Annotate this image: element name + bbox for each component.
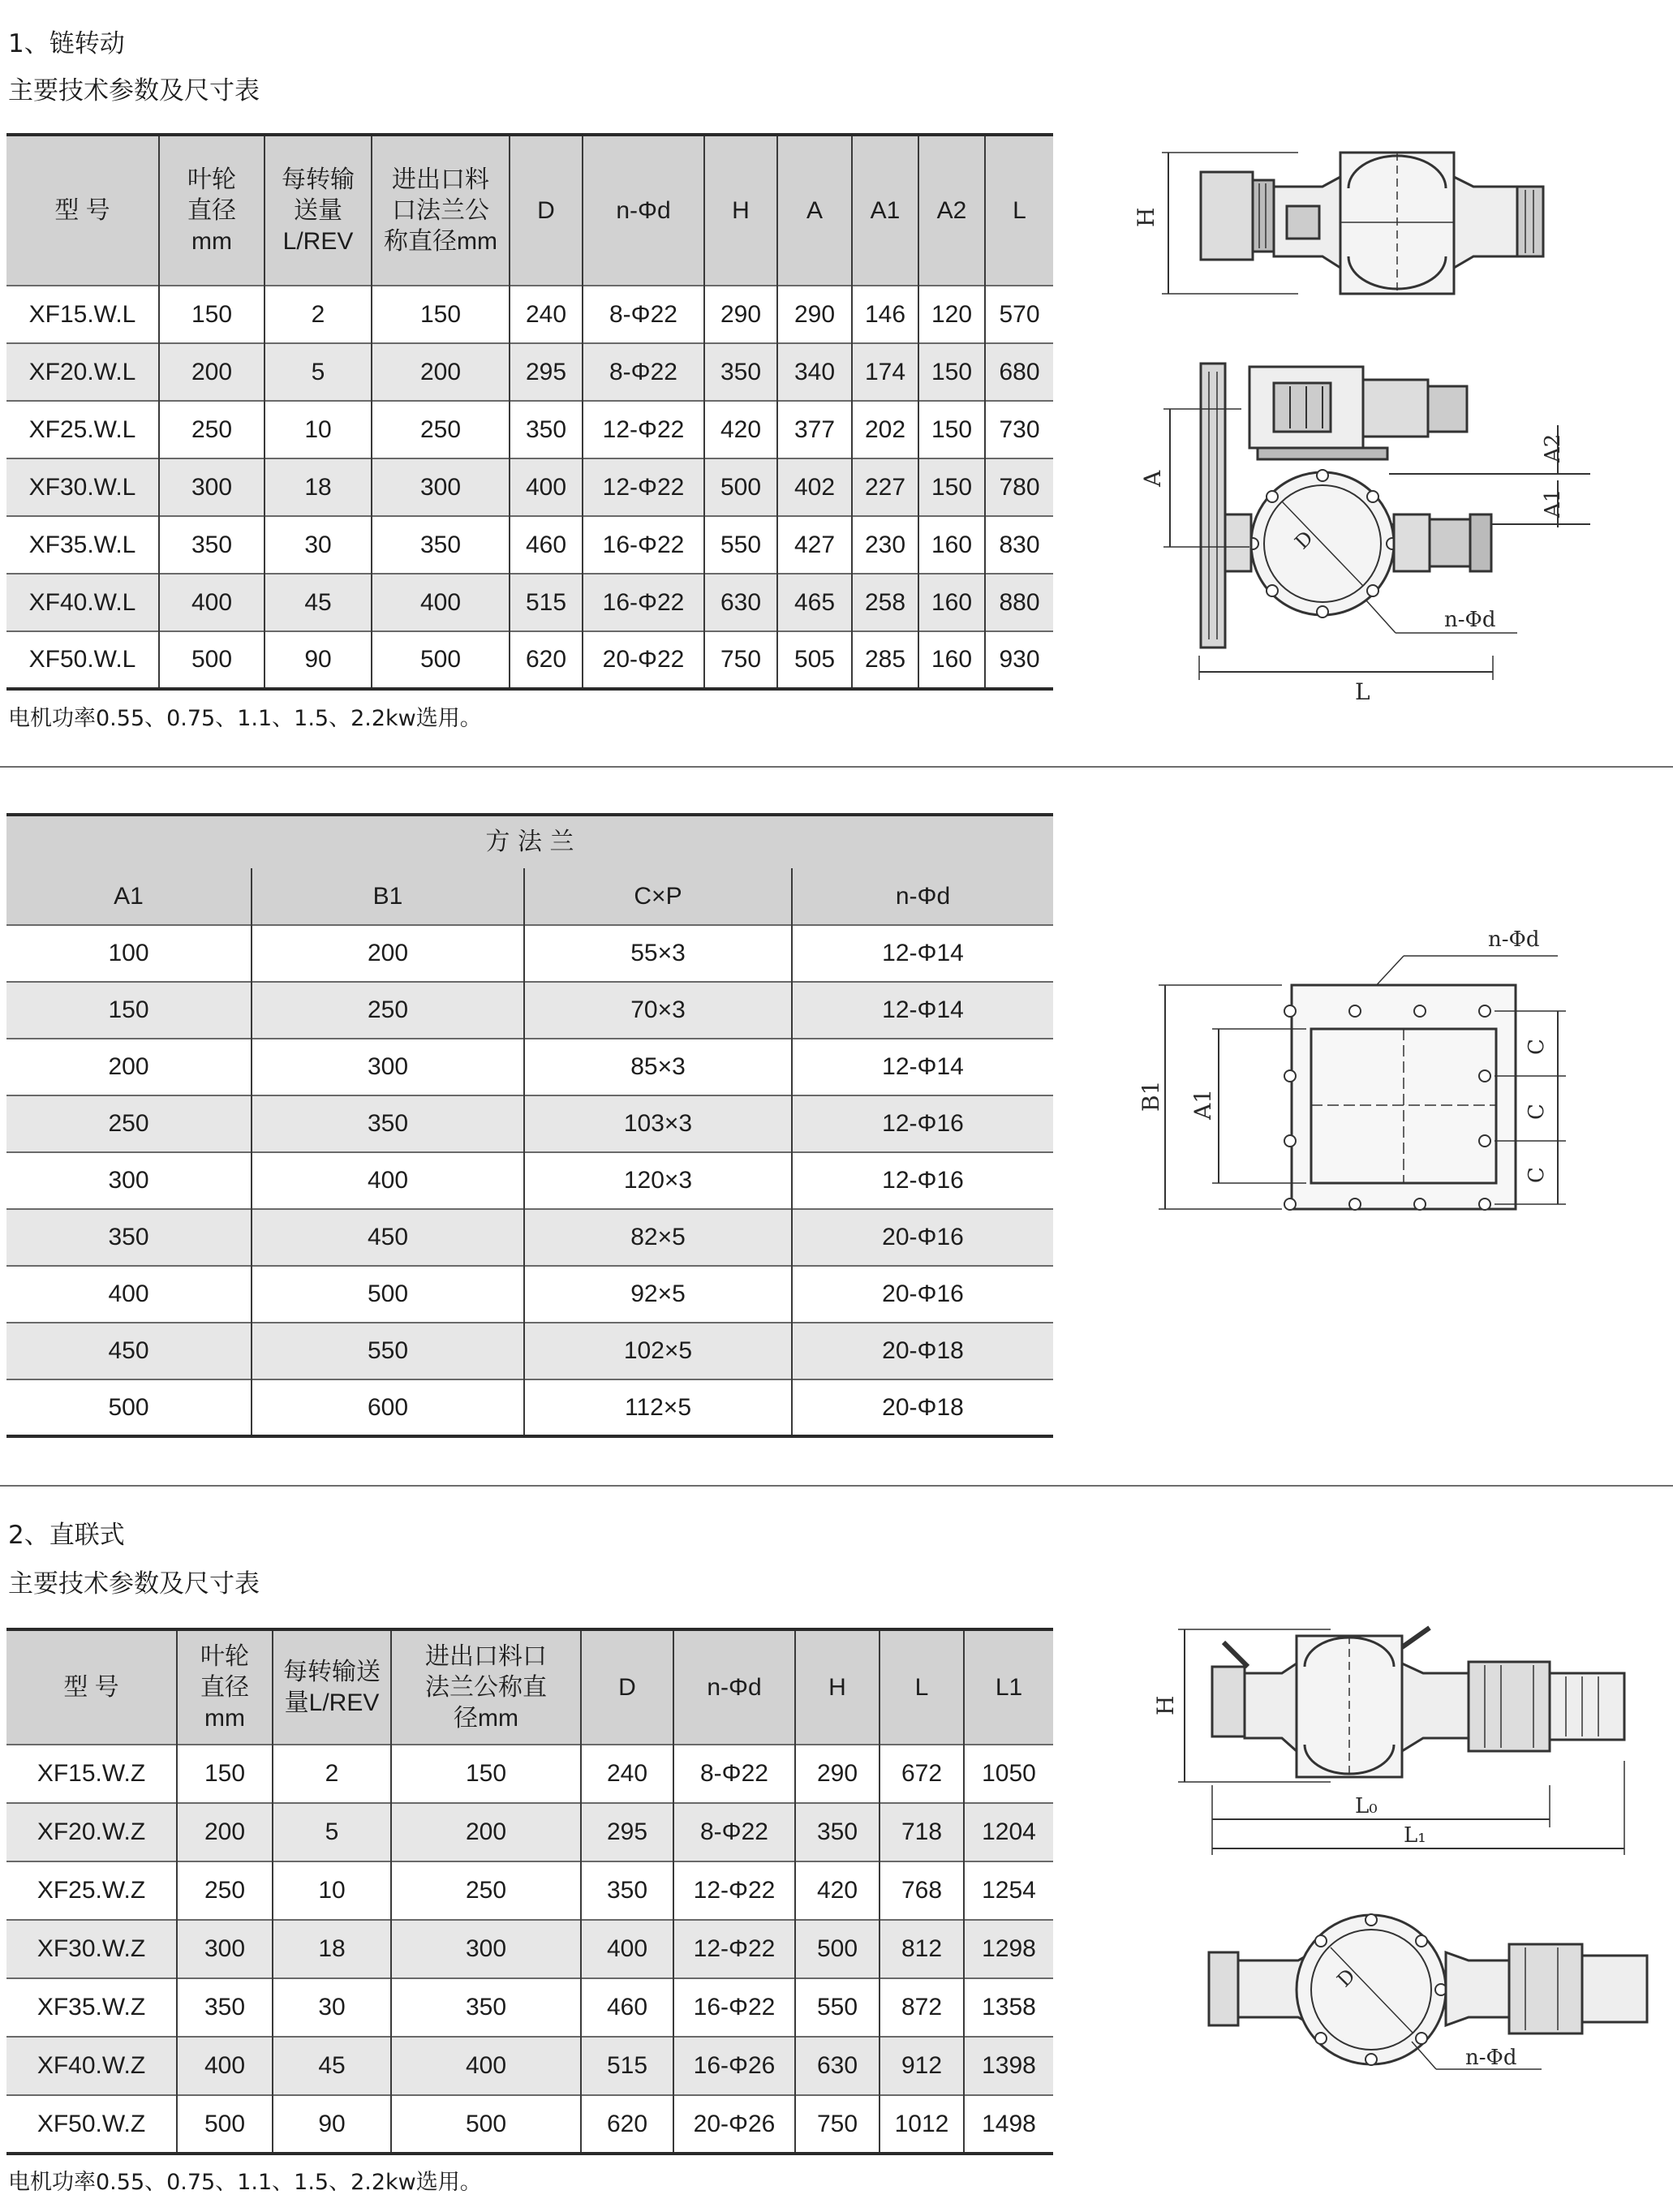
table-cell: 400 [177, 2037, 273, 2095]
table-cell: 200 [372, 343, 510, 401]
table-cell: 250 [159, 401, 264, 458]
table-cell: 250 [6, 1095, 252, 1152]
table-cell: 350 [391, 1978, 581, 2037]
table-cell: 200 [159, 343, 264, 401]
table-cell: 1012 [880, 2095, 964, 2154]
table-cell: 830 [985, 516, 1053, 574]
table-cell: 350 [795, 1803, 880, 1861]
table-row [6, 1323, 1053, 1379]
table-cell: 200 [391, 1803, 581, 1861]
table-cell: XF35.W.Z [6, 1978, 177, 2037]
table-cell: XF50.W.Z [6, 2095, 177, 2154]
table-cell: 768 [880, 1861, 964, 1920]
table-cell: 750 [795, 2095, 880, 2154]
table-cell: 250 [391, 1861, 581, 1920]
table-row [6, 631, 1053, 689]
table-cell: XF40.W.L [6, 574, 159, 631]
table-row [6, 1379, 1053, 1436]
table-cell: 500 [372, 631, 510, 689]
table-cell: 200 [6, 1039, 252, 1095]
column-header: 型 号 [6, 1629, 177, 1745]
table-cell: 150 [918, 343, 985, 401]
table-cell: 18 [273, 1920, 391, 1978]
column-header: n-Φd [792, 868, 1053, 925]
table-cell: 250 [372, 401, 510, 458]
square-flange-drawing [1120, 920, 1574, 1245]
table-cell: 350 [159, 516, 264, 574]
section1-title: 1、链转动 [8, 29, 125, 58]
column-header: D [510, 135, 583, 286]
table-cell: 150 [6, 982, 252, 1039]
table-cell: 45 [264, 574, 372, 631]
direct-drive-top-view-drawing [1201, 1907, 1655, 2094]
table-cell: 16-Φ26 [673, 2037, 795, 2095]
table-cell: 1254 [964, 1861, 1053, 1920]
table-cell: 250 [252, 982, 524, 1039]
chain-drive-spec-table [6, 133, 1053, 691]
table-row [6, 925, 1053, 982]
section2-title: 2、直联式 [8, 1521, 125, 1550]
table-row [6, 1803, 1053, 1861]
table-cell: 550 [704, 516, 777, 574]
column-header: H [795, 1629, 880, 1745]
dimension-label-n-phi-d: n-Φd [1488, 927, 1540, 952]
table-cell: 8-Φ22 [583, 343, 704, 401]
dimension-label-h: H [1152, 1695, 1179, 1715]
chain-drive-side-view-drawing [1136, 347, 1606, 712]
table-cell: 92×5 [524, 1266, 792, 1323]
column-header: 每转输 送量 L/REV [264, 135, 372, 286]
table-cell: 515 [581, 2037, 673, 2095]
table-cell: 102×5 [524, 1323, 792, 1379]
table-cell: 258 [852, 574, 918, 631]
table-cell: 120 [918, 286, 985, 343]
table-cell: 12-Φ14 [792, 1039, 1053, 1095]
table-cell: 8-Φ22 [673, 1803, 795, 1861]
table-cell: 450 [6, 1323, 252, 1379]
table-cell: 420 [704, 401, 777, 458]
table-cell: 12-Φ14 [792, 925, 1053, 982]
section-divider [0, 1485, 1673, 1487]
column-header: B1 [252, 868, 524, 925]
table-header-row [6, 868, 1053, 925]
table-cell: 20-Φ16 [792, 1209, 1053, 1266]
table-cell: 750 [704, 631, 777, 689]
table-cell: 880 [985, 574, 1053, 631]
table-cell: XF15.W.Z [6, 1745, 177, 1803]
table-cell: 505 [777, 631, 852, 689]
table-cell: 300 [159, 458, 264, 516]
table-cell: 350 [704, 343, 777, 401]
column-header: A2 [918, 135, 985, 286]
table-cell: 1498 [964, 2095, 1053, 2154]
table-cell: 680 [985, 343, 1053, 401]
table-cell: 1398 [964, 2037, 1053, 2095]
section-divider [0, 766, 1673, 768]
column-header: L1 [964, 1629, 1053, 1745]
table-row [6, 1039, 1053, 1095]
table-cell: 550 [252, 1323, 524, 1379]
table-cell: XF40.W.Z [6, 2037, 177, 2095]
table-cell: 600 [252, 1379, 524, 1436]
table-cell: 350 [6, 1209, 252, 1266]
table-cell: 16-Φ22 [583, 574, 704, 631]
column-header: H [704, 135, 777, 286]
table-cell: 400 [510, 458, 583, 516]
table-cell: XF30.W.L [6, 458, 159, 516]
section2-subtitle: 主要技术参数及尺寸表 [8, 1569, 260, 1599]
table-cell: 12-Φ22 [673, 1920, 795, 1978]
table-cell: 460 [510, 516, 583, 574]
table-cell: XF50.W.L [6, 631, 159, 689]
dimension-label-h: H [1133, 207, 1159, 227]
table-cell: 1050 [964, 1745, 1053, 1803]
column-header: 叶轮 直径 mm [177, 1629, 273, 1745]
dimension-label-l: L [1355, 678, 1370, 705]
table-cell: 112×5 [524, 1379, 792, 1436]
table-cell: 2 [264, 286, 372, 343]
table-cell: 20-Φ18 [792, 1323, 1053, 1379]
table-cell: 500 [159, 631, 264, 689]
table-cell: 930 [985, 631, 1053, 689]
table-cell: XF25.W.L [6, 401, 159, 458]
table-cell: 16-Φ22 [673, 1978, 795, 2037]
table-cell: 500 [6, 1379, 252, 1436]
table-cell: 295 [581, 1803, 673, 1861]
table-cell: 20-Φ16 [792, 1266, 1053, 1323]
table-row [6, 1152, 1053, 1209]
section2-motor-note: 电机功率0.55、0.75、1.1、1.5、2.2kw选用。 [8, 2170, 482, 2195]
square-flange-table [6, 813, 1053, 1438]
flange-table-title: 方 法 兰 [6, 815, 1053, 868]
table-cell: 103×3 [524, 1095, 792, 1152]
table-row [6, 574, 1053, 631]
column-header: 每转输送 量L/REV [273, 1629, 391, 1745]
table-cell: 377 [777, 401, 852, 458]
table-cell: 150 [918, 458, 985, 516]
table-cell: 240 [510, 286, 583, 343]
table-cell: 290 [795, 1745, 880, 1803]
column-header: n-Φd [583, 135, 704, 286]
table-cell: 300 [252, 1039, 524, 1095]
table-cell: 12-Φ16 [792, 1095, 1053, 1152]
table-row [6, 516, 1053, 574]
dimension-label-n-phi-d: n-Φd [1444, 608, 1496, 632]
table-cell: 150 [159, 286, 264, 343]
table-cell: 10 [264, 401, 372, 458]
table-cell: 8-Φ22 [673, 1745, 795, 1803]
table-cell: 12-Φ14 [792, 982, 1053, 1039]
table-cell: 45 [273, 2037, 391, 2095]
table-cell: 350 [252, 1095, 524, 1152]
table-cell: 12-Φ16 [792, 1152, 1053, 1209]
table-cell: 400 [372, 574, 510, 631]
table-row [6, 1266, 1053, 1323]
table-cell: 150 [918, 401, 985, 458]
table-cell: 350 [372, 516, 510, 574]
table-cell: 630 [795, 2037, 880, 2095]
table-cell: 12-Φ22 [583, 458, 704, 516]
table-cell: 515 [510, 574, 583, 631]
dimension-label-c: C [1525, 1104, 1549, 1120]
column-header: A1 [852, 135, 918, 286]
table-cell: 55×3 [524, 925, 792, 982]
table-cell: 160 [918, 574, 985, 631]
table-cell: 20-Φ22 [583, 631, 704, 689]
table-cell: 350 [510, 401, 583, 458]
table-cell: 230 [852, 516, 918, 574]
table-cell: 18 [264, 458, 372, 516]
table-cell: 1358 [964, 1978, 1053, 2037]
table-cell: 500 [795, 1920, 880, 1978]
dimension-label-c: C [1525, 1039, 1549, 1055]
table-cell: 16-Φ22 [583, 516, 704, 574]
table-cell: 5 [264, 343, 372, 401]
table-cell: 150 [372, 286, 510, 343]
table-cell: 300 [177, 1920, 273, 1978]
table-cell: 300 [391, 1920, 581, 1978]
table-cell: 620 [581, 2095, 673, 2154]
table-cell: 718 [880, 1803, 964, 1861]
table-cell: XF35.W.L [6, 516, 159, 574]
table-cell: 500 [704, 458, 777, 516]
table-cell: 812 [880, 1920, 964, 1978]
table-cell: 12-Φ22 [583, 401, 704, 458]
column-header: 进出口料 口法兰公 称直径mm [372, 135, 510, 286]
table-cell: 730 [985, 401, 1053, 458]
dimension-label-a1: A1 [1189, 1088, 1216, 1120]
table-cell: 780 [985, 458, 1053, 516]
dimension-label-a1: A1 [1541, 488, 1565, 518]
table-cell: 290 [704, 286, 777, 343]
dimension-label-b1: B1 [1138, 1080, 1164, 1112]
table-cell: 290 [777, 286, 852, 343]
column-header: 型 号 [6, 135, 159, 286]
table-cell: XF20.W.L [6, 343, 159, 401]
table-cell: 450 [252, 1209, 524, 1266]
table-header-row [6, 1629, 1053, 1745]
table-cell: 20-Φ26 [673, 2095, 795, 2154]
table-cell: 200 [177, 1803, 273, 1861]
table-cell: 400 [159, 574, 264, 631]
table-cell: 160 [918, 631, 985, 689]
table-cell: 20-Φ18 [792, 1379, 1053, 1436]
column-header: C×P [524, 868, 792, 925]
table-cell: 160 [918, 516, 985, 574]
table-cell: 85×3 [524, 1039, 792, 1095]
table-cell: 10 [273, 1861, 391, 1920]
table-cell: 340 [777, 343, 852, 401]
table-cell: 500 [252, 1266, 524, 1323]
table-cell: 2 [273, 1745, 391, 1803]
table-cell: 630 [704, 574, 777, 631]
table-cell: 300 [6, 1152, 252, 1209]
dimension-label-d: D [1332, 1964, 1360, 1992]
table-cell: 500 [391, 2095, 581, 2154]
table-cell: 100 [6, 925, 252, 982]
table-cell: 400 [391, 2037, 581, 2095]
column-header: L [985, 135, 1053, 286]
table-cell: 550 [795, 1978, 880, 2037]
table-cell: 420 [795, 1861, 880, 1920]
table-cell: 570 [985, 286, 1053, 343]
table-row [6, 1920, 1053, 1978]
table-cell: 70×3 [524, 982, 792, 1039]
table-cell: 620 [510, 631, 583, 689]
dimension-label-c: C [1525, 1167, 1549, 1183]
column-header: D [581, 1629, 673, 1745]
table-row [6, 1745, 1053, 1803]
column-header: L [880, 1629, 964, 1745]
dimension-label-a: A [1139, 470, 1166, 487]
table-cell: 150 [391, 1745, 581, 1803]
dimension-label-l1: L₁ [1404, 1823, 1426, 1848]
table-cell: 202 [852, 401, 918, 458]
table-cell: 30 [273, 1978, 391, 2037]
table-header-row [6, 135, 1053, 286]
table-row [6, 401, 1053, 458]
table-cell: 912 [880, 2037, 964, 2095]
dimension-label-d: D [1290, 526, 1318, 554]
table-cell: 295 [510, 343, 583, 401]
direct-drive-front-view-drawing [1144, 1615, 1647, 1858]
table-cell: 402 [777, 458, 852, 516]
table-row [6, 982, 1053, 1039]
table-cell: XF30.W.Z [6, 1920, 177, 1978]
table-cell: 427 [777, 516, 852, 574]
table-cell: 872 [880, 1978, 964, 2037]
table-cell: 460 [581, 1978, 673, 2037]
table-row [6, 1978, 1053, 2037]
table-cell: 30 [264, 516, 372, 574]
table-cell: 227 [852, 458, 918, 516]
table-cell: 90 [273, 2095, 391, 2154]
table-cell: 350 [581, 1861, 673, 1920]
section1-motor-note: 电机功率0.55、0.75、1.1、1.5、2.2kw选用。 [8, 706, 482, 731]
column-header: 叶轮 直径 mm [159, 135, 264, 286]
table-row [6, 2037, 1053, 2095]
column-header: A [777, 135, 852, 286]
table-cell: 174 [852, 343, 918, 401]
table-cell: 285 [852, 631, 918, 689]
table-cell: 150 [177, 1745, 273, 1803]
table-cell: 250 [177, 1861, 273, 1920]
table-cell: 5 [273, 1803, 391, 1861]
table-cell: 350 [177, 1978, 273, 2037]
table-cell: 465 [777, 574, 852, 631]
table-cell: 400 [581, 1920, 673, 1978]
table-cell: 200 [252, 925, 524, 982]
column-header: n-Φd [673, 1629, 795, 1745]
chain-drive-front-view-drawing [1133, 138, 1590, 325]
table-cell: XF25.W.Z [6, 1861, 177, 1920]
table-cell: 146 [852, 286, 918, 343]
table-cell: XF15.W.L [6, 286, 159, 343]
direct-drive-spec-table [6, 1628, 1053, 2155]
table-row [6, 2095, 1053, 2154]
table-cell: 8-Φ22 [583, 286, 704, 343]
table-cell: 1204 [964, 1803, 1053, 1861]
table-row [6, 343, 1053, 401]
table-cell: 90 [264, 631, 372, 689]
table-row [6, 1095, 1053, 1152]
section1-subtitle: 主要技术参数及尺寸表 [8, 76, 260, 105]
column-header: 进出口料口 法兰公称直 径mm [391, 1629, 581, 1745]
dimension-label-l0: L₀ [1355, 1794, 1378, 1818]
table-cell: 1298 [964, 1920, 1053, 1978]
table-row [6, 1861, 1053, 1920]
table-cell: 120×3 [524, 1152, 792, 1209]
table-cell: 82×5 [524, 1209, 792, 1266]
table-cell: 240 [581, 1745, 673, 1803]
table-cell: 672 [880, 1745, 964, 1803]
table-row [6, 1209, 1053, 1266]
table-cell: 400 [6, 1266, 252, 1323]
column-header: A1 [6, 868, 252, 925]
dimension-label-a2: A2 [1541, 433, 1565, 463]
table-row [6, 286, 1053, 343]
table-row [6, 458, 1053, 516]
table-cell: 400 [252, 1152, 524, 1209]
table-cell: 12-Φ22 [673, 1861, 795, 1920]
dimension-label-n-phi-d: n-Φd [1465, 2046, 1517, 2070]
table-cell: 300 [372, 458, 510, 516]
table-cell: XF20.W.Z [6, 1803, 177, 1861]
table-cell: 500 [177, 2095, 273, 2154]
